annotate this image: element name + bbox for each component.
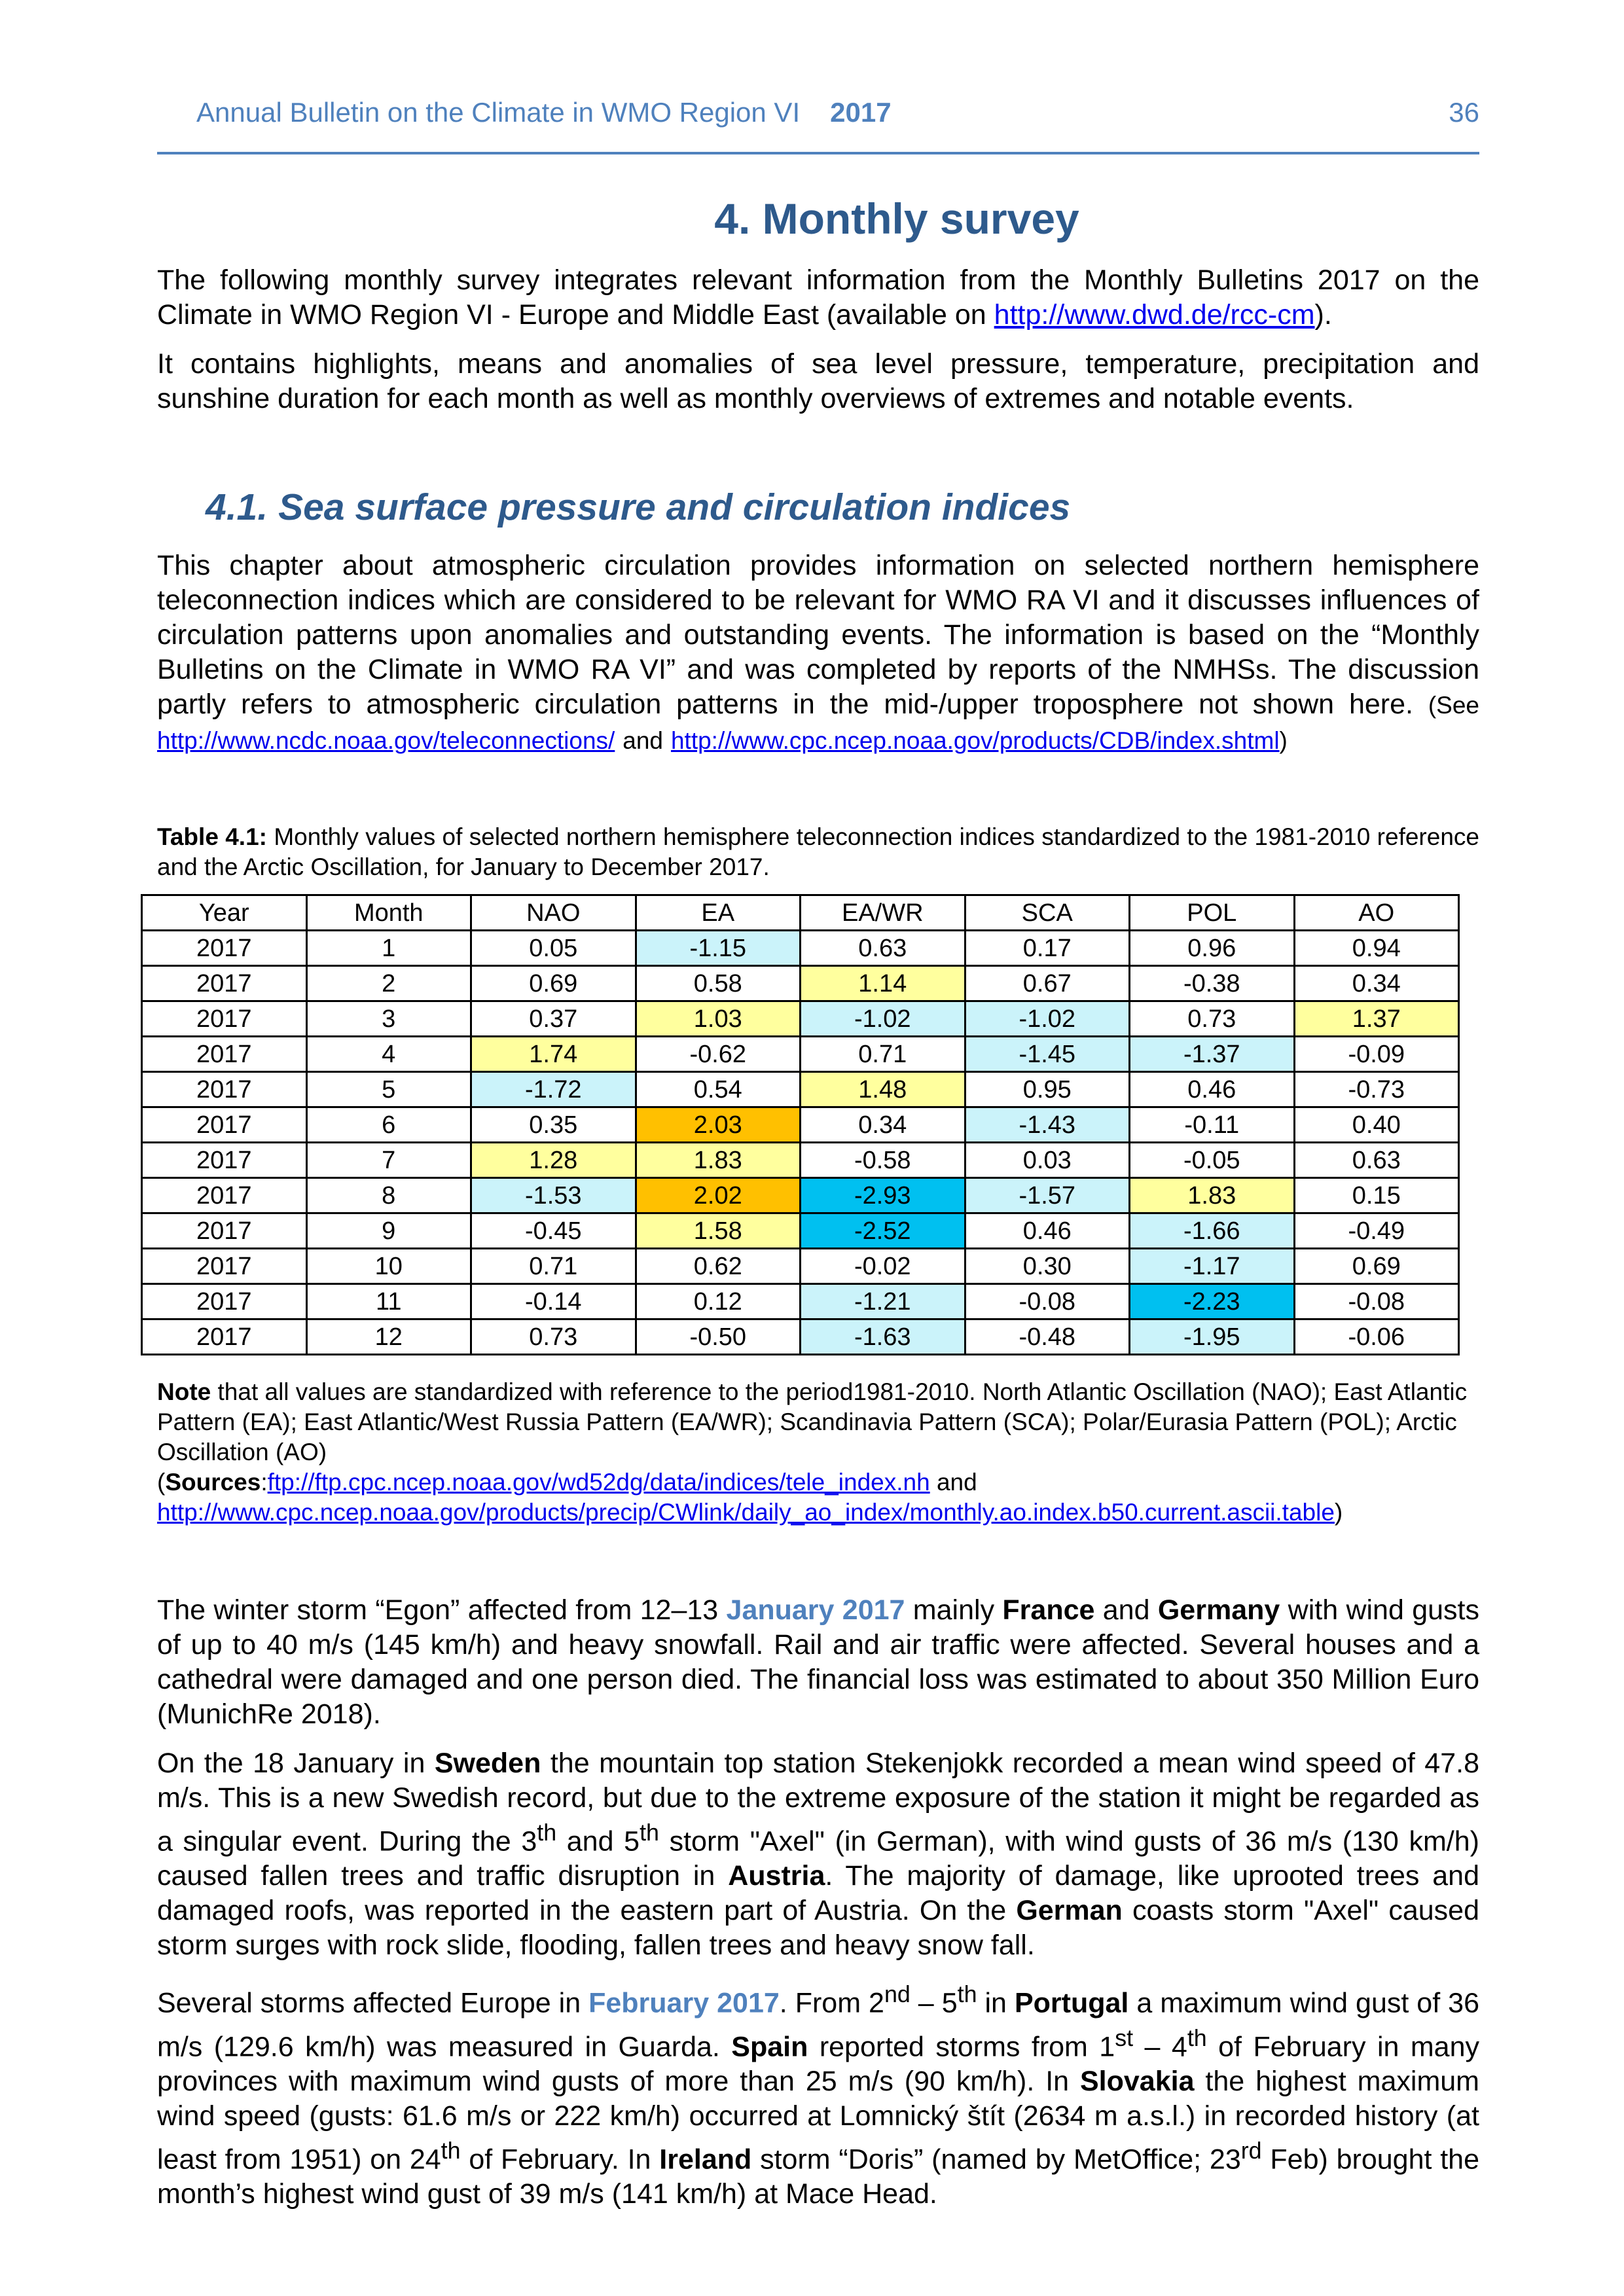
table-cell: 2017 [142, 1319, 307, 1355]
table-cell: -0.48 [965, 1319, 1130, 1355]
table-cell: -0.50 [636, 1319, 801, 1355]
table-cell: 9 [306, 1213, 471, 1249]
section-paragraph: This chapter about atmospheric circulation provides information on selected northern hemisphere teleconnection indices which are considered to be relevant for WMO RA VI and it discusses influences of circulation patterns upon anomalies and outstanding events. The information is based on the “Monthly Bulletins on the Climate in WMO RA VI” and was completed by reports of the NMHSs. The discussion partly refers to atmospheric circulation patterns in the mid-/upper troposphere not shown here. (See http://www.ncdc.noaa.gov/teleconnections/ and http://www.cpc.ncep.noaa.gov/products/CDB/index.shtml) [157, 550, 1480, 754]
table-row [142, 1001, 1459, 1037]
col-header: NAO [471, 895, 636, 931]
table-cell: 0.94 [1294, 931, 1459, 966]
table-cell: 2.02 [636, 1178, 801, 1213]
table-cell: 1.83 [636, 1143, 801, 1178]
table-cell: -1.15 [636, 931, 801, 966]
table-cell: 1.14 [801, 966, 965, 1001]
col-header: AO [1294, 895, 1459, 931]
table-cell: -2.52 [801, 1213, 965, 1249]
col-header: Month [306, 895, 471, 931]
table-row [142, 1213, 1459, 1249]
table-cell: 0.69 [471, 966, 636, 1001]
table-row [142, 1037, 1459, 1072]
table-cell: 2017 [142, 1072, 307, 1107]
table-cell: 1 [306, 931, 471, 966]
table-cell: -2.23 [1130, 1284, 1295, 1319]
table-cell: 2017 [142, 1143, 307, 1178]
table-row [142, 966, 1459, 1001]
col-header: SCA [965, 895, 1130, 931]
table-cell: -0.38 [1130, 966, 1295, 1001]
sources-label: Sources [165, 1469, 261, 1496]
table-cell: -0.02 [801, 1249, 965, 1284]
table-cell: -1.37 [1130, 1037, 1295, 1072]
table-cell: 2017 [142, 1107, 307, 1143]
table-cell: 11 [306, 1284, 471, 1319]
table-cell: 0.69 [1294, 1249, 1459, 1284]
table-cell: 0.73 [471, 1319, 636, 1355]
table-cell: -0.11 [1130, 1107, 1295, 1143]
table-cell: -1.43 [965, 1107, 1130, 1143]
table-cell: -2.93 [801, 1178, 965, 1213]
table-cell: 2017 [142, 1213, 307, 1249]
table-cell: 0.15 [1294, 1178, 1459, 1213]
section-number: 4.1. [206, 486, 268, 528]
col-header: EA [636, 895, 801, 931]
table-cell: -1.21 [801, 1284, 965, 1319]
table-cell: 1.58 [636, 1213, 801, 1249]
table-row [142, 1072, 1459, 1107]
table-cell: 1.83 [1130, 1178, 1295, 1213]
table-cell: 0.63 [1294, 1143, 1459, 1178]
table-cell: 0.17 [965, 931, 1130, 966]
header-year: 2017 [830, 97, 892, 128]
table-note: Note that all values are standardized with reference to the period1981-2010. North Atlantic Oscillation (NAO); East Atlantic Pattern (EA); East Atlantic/West Russia Pattern (EA/WR); Scandinavia Pattern (SCA); Polar/Eurasia Pattern (POL); Arctic Oscillation (AO) (Sources:ftp://ftp.cpc.ncep.noaa.gov/wd52dg/data/indices/tele_index.nh and http://www.cpc.ncep.noaa.gov/products/precip/CWlink/daily_ao_index/monthly.ao.index.b50.current.ascii.table) [157, 1378, 1468, 1526]
table-cell: 1.37 [1294, 1001, 1459, 1037]
january-paragraph-2: On the 18 January in Sweden the mountain top station Stekenjokk recorded a mean wind speed of 47.8 m/s. This is a new Swedish record, but due to the extreme exposure of the station it might be regarded as a singular event. During the 3th and 5th storm "Axel" (in German), with wind gusts of 36 m/s (130 km/h) caused fallen trees and traffic disruption in Austria. The majority of damage, like uprooted trees and damaged roofs, was reported in the eastern part of Austria. On the German coasts storm "Axel" caused storm surges with rock slide, flooding, fallen trees and heavy snow fall. [157, 1748, 1479, 1962]
table-cell: 0.30 [965, 1249, 1130, 1284]
table-cell: 0.34 [1294, 966, 1459, 1001]
table-cell: 10 [306, 1249, 471, 1284]
table-caption-label: Table 4.1: [157, 823, 267, 850]
table-cell: -1.02 [965, 1001, 1130, 1037]
col-header: Year [142, 895, 307, 931]
table-cell: -1.72 [471, 1072, 636, 1107]
table-cell: 1.28 [471, 1143, 636, 1178]
table-cell: 1.48 [801, 1072, 965, 1107]
table-cell: -1.95 [1130, 1319, 1295, 1355]
table-cell: 0.71 [471, 1249, 636, 1284]
table-cell: 0.71 [801, 1037, 965, 1072]
table-cell: 0.03 [965, 1143, 1130, 1178]
table-cell: 4 [306, 1037, 471, 1072]
table-row [142, 1143, 1459, 1178]
table-cell: 6 [306, 1107, 471, 1143]
section-title: 4.1. Sea surface pressure and circulation indices [206, 486, 1071, 528]
table-cell: 0.67 [965, 966, 1130, 1001]
tele-index-link[interactable]: ftp://ftp.cpc.ncep.noaa.gov/wd52dg/data/indices/tele_index.nh [267, 1469, 930, 1496]
table-cell: -0.58 [801, 1143, 965, 1178]
rcc-cm-link[interactable]: http://www.dwd.de/rcc-cm [994, 299, 1315, 331]
table-cell: 8 [306, 1178, 471, 1213]
header-rule [157, 152, 1479, 154]
table-cell: 0.12 [636, 1284, 801, 1319]
page-number: 36 [1449, 97, 1479, 128]
table-row [142, 1107, 1459, 1143]
january-paragraph-1: The winter storm “Egon” affected from 12–13 January 2017 mainly France and Germany with wind gusts of up to 40 m/s (145 km/h) and heavy snowfall. Rail and air traffic were affected. Several houses and a cathedral were damaged and one person died. The financial loss was estimated to about 350 Million Euro (MunichRe 2018). [157, 1594, 1479, 1730]
table-cell: 7 [306, 1143, 471, 1178]
table-cell: -0.05 [1130, 1143, 1295, 1178]
month-label-february: February 2017 [588, 1987, 780, 2019]
cdb-index-link[interactable]: http://www.cpc.ncep.noaa.gov/products/CDB/index.shtml [670, 727, 1280, 754]
table-cell: 0.34 [801, 1107, 965, 1143]
running-header [157, 93, 1479, 139]
table-cell: 0.73 [1130, 1001, 1295, 1037]
table-cell: 2 [306, 966, 471, 1001]
table-cell: -1.02 [801, 1001, 965, 1037]
note-label: Note [157, 1378, 211, 1405]
table-cell: -1.17 [1130, 1249, 1295, 1284]
table-cell: -0.73 [1294, 1072, 1459, 1107]
table-cell: 0.05 [471, 931, 636, 966]
teleconnections-link[interactable]: http://www.ncdc.noaa.gov/teleconnections/ [157, 727, 615, 754]
table-cell: 0.62 [636, 1249, 801, 1284]
col-header: EA/WR [801, 895, 965, 931]
table-cell: 2017 [142, 1284, 307, 1319]
table-cell: 0.35 [471, 1107, 636, 1143]
chapter-title: 4. Monthly survey [714, 194, 1079, 243]
table-row [142, 1284, 1459, 1319]
col-header: POL [1130, 895, 1295, 931]
table-cell: 5 [306, 1072, 471, 1107]
table-cell: 0.37 [471, 1001, 636, 1037]
table-row [142, 1319, 1459, 1355]
table-cell: 1.03 [636, 1001, 801, 1037]
table-caption: Table 4.1: Monthly values of selected northern hemisphere teleconnection indices standardized to the 1981-2010 reference and the Arctic Oscillation, for January to December 2017. [157, 823, 1479, 880]
header-title: Annual Bulletin on the Climate in WMO Region VI 2017 [196, 97, 892, 128]
table-cell: -0.62 [636, 1037, 801, 1072]
table-cell: 2017 [142, 966, 307, 1001]
month-label-january: January 2017 [726, 1594, 905, 1626]
table-cell: 1.74 [471, 1037, 636, 1072]
table-cell: -0.06 [1294, 1319, 1459, 1355]
table-cell: 0.54 [636, 1072, 801, 1107]
table-cell: 2017 [142, 931, 307, 966]
intro-paragraph-1: The following monthly survey integrates relevant information from the Monthly Bulletins 2017 on the Climate in WMO Region VI - Europe and Middle East (available on http://www.dwd.de/rcc-cm). [157, 264, 1479, 331]
table-cell: -0.08 [1294, 1284, 1459, 1319]
table-cell: 0.40 [1294, 1107, 1459, 1143]
table-cell: 2017 [142, 1178, 307, 1213]
table-cell: 0.95 [965, 1072, 1130, 1107]
table-row [142, 1178, 1459, 1213]
table-cell: -0.49 [1294, 1213, 1459, 1249]
table-cell: -1.57 [965, 1178, 1130, 1213]
intro [157, 263, 1479, 416]
table-cell: 2017 [142, 1249, 307, 1284]
table-cell: -0.14 [471, 1284, 636, 1319]
table-cell: 0.58 [636, 966, 801, 1001]
table-cell: 12 [306, 1319, 471, 1355]
events-section [157, 1593, 1479, 2212]
table-header-row [142, 895, 1459, 931]
table-cell: 2017 [142, 1001, 307, 1037]
table-row [142, 931, 1459, 966]
indices-table [141, 894, 1460, 1355]
table-cell: -1.63 [801, 1319, 965, 1355]
table-row [142, 1249, 1459, 1284]
table-cell: 2017 [142, 1037, 307, 1072]
table-cell: -0.45 [471, 1213, 636, 1249]
table-cell: 0.46 [965, 1213, 1130, 1249]
table-cell: -0.09 [1294, 1037, 1459, 1072]
table-cell: -1.45 [965, 1037, 1130, 1072]
february-paragraph-1: Several storms affected Europe in February 2017. From 2nd – 5th in Portugal a maximum wind gust of 36 m/s (129.6 km/h) was measured in Guarda. Spain reported storms from 1st – 4th of February in many provinces with maximum wind gusts of more than 25 m/s (90 km/h). In Slovakia the highest maximum wind speed (gusts: 61.6 m/s or 222 km/h) occurred at Lomnický štít (2634 m a.s.l.) in recorded history (at least from 1951) on 24th of February. In Ireland storm “Doris” (named by MetOffice; 23rd Feb) brought the month’s highest wind gust of 39 m/s (141 km/h) at Mace Head. [157, 1981, 1480, 2210]
ao-index-link[interactable]: http://www.cpc.ncep.noaa.gov/products/precip/CWlink/daily_ao_index/monthly.ao.index.b50.current.ascii.table [157, 1499, 1335, 1526]
table-cell: 0.63 [801, 931, 965, 966]
table-cell: 3 [306, 1001, 471, 1037]
table-cell: 2.03 [636, 1107, 801, 1143]
table-cell: 0.46 [1130, 1072, 1295, 1107]
table-cell: -1.53 [471, 1178, 636, 1213]
table-cell: -1.66 [1130, 1213, 1295, 1249]
table-cell: 0.96 [1130, 931, 1295, 966]
table-cell: -0.08 [965, 1284, 1130, 1319]
intro-paragraph-2: It contains highlights, means and anomalies of sea level pressure, temperature, precipitation and sunshine duration for each month as well as monthly overviews of extremes and notable events. [157, 348, 1479, 414]
